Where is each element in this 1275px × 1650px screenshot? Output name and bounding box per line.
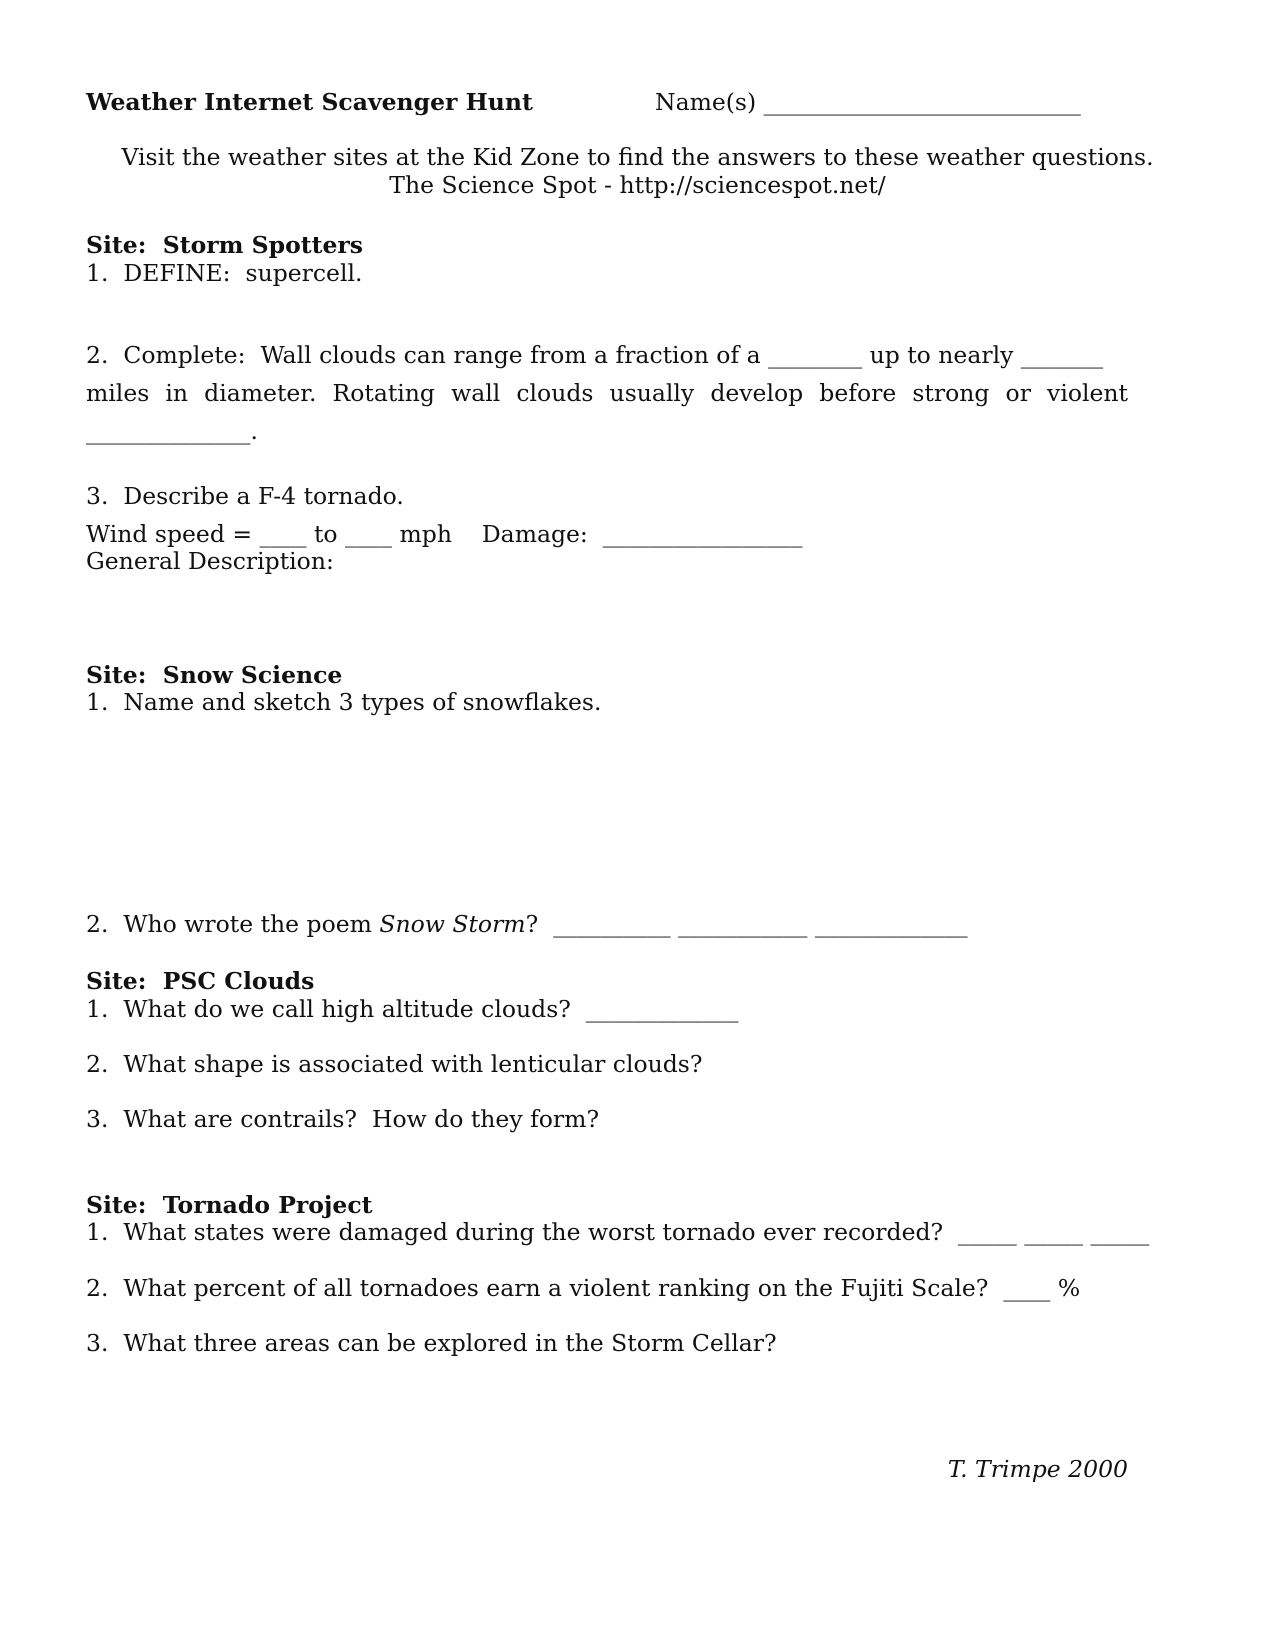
tornado-project-q2: 2. What percent of all tornadoes earn a violent ranking on the Fujiti Scale? ____ % xyxy=(86,1274,1081,1302)
snow-science-q2-prefix: 2. Who wrote the poem xyxy=(86,910,380,938)
poem-title: Snow Storm xyxy=(379,910,526,938)
section-heading-storm-spotters: Site: Storm Spotters xyxy=(86,231,364,259)
storm-spotters-q3-wind-damage: Wind speed = ____ to ____ mph Damage: _________________ xyxy=(86,520,803,548)
worksheet-title: Weather Internet Scavenger Hunt xyxy=(86,88,533,116)
author-credit: T. Trimpe 2000 xyxy=(947,1455,1128,1483)
snow-science-q2-suffix: ? __________ ___________ _____________ xyxy=(525,910,968,938)
intro-line-2: The Science Spot - http://sciencespot.net/ xyxy=(389,171,886,199)
storm-spotters-q3-general-description: General Description: xyxy=(86,547,334,575)
storm-spotters-q2-line1: 2. Complete: Wall clouds can range from a fraction of a ________ up to nearly _______ xyxy=(86,341,1104,369)
psc-clouds-q1: 1. What do we call high altitude clouds? _____________ xyxy=(86,995,739,1023)
storm-spotters-q2-line3: ______________. xyxy=(86,417,258,445)
name-field-label: Name(s) ___________________________ xyxy=(655,88,1081,116)
snow-science-q2 xyxy=(86,910,968,938)
storm-spotters-q1: 1. DEFINE: supercell. xyxy=(86,259,363,287)
psc-clouds-q3: 3. What are contrails? How do they form? xyxy=(86,1105,600,1133)
tornado-project-q1: 1. What states were damaged during the worst tornado ever recorded? _____ _____ _____ xyxy=(86,1218,1150,1246)
section-heading-psc-clouds: Site: PSC Clouds xyxy=(86,967,315,995)
psc-clouds-q2: 2. What shape is associated with lenticular clouds? xyxy=(86,1050,703,1078)
storm-spotters-q2-line2: miles in diameter. Rotating wall clouds usually develop before strong or violent xyxy=(86,379,1128,407)
section-heading-snow-science: Site: Snow Science xyxy=(86,661,343,689)
intro-line-1: Visit the weather sites at the Kid Zone to find the answers to these weather questions. xyxy=(121,143,1154,171)
storm-spotters-q3: 3. Describe a F-4 tornado. xyxy=(86,482,404,510)
snow-science-q1: 1. Name and sketch 3 types of snowflakes. xyxy=(86,688,602,716)
tornado-project-q3: 3. What three areas can be explored in the Storm Cellar? xyxy=(86,1329,777,1357)
section-heading-tornado-project: Site: Tornado Project xyxy=(86,1191,373,1219)
